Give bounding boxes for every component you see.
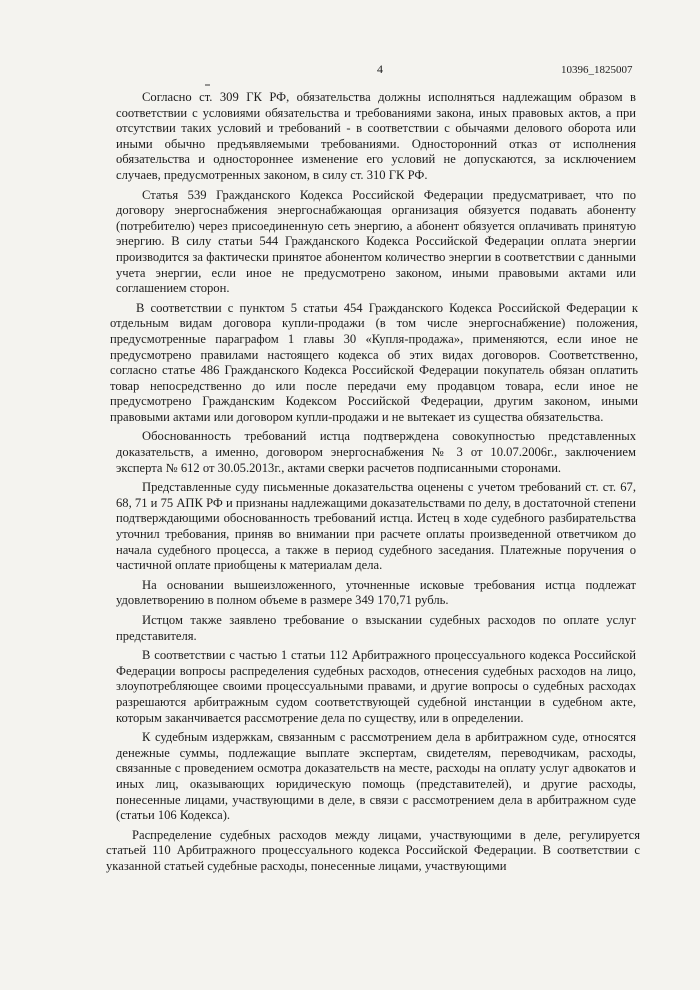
scan-mark [205,84,210,86]
paragraph-court-costs: К судебным издержкам, связанным с рассмотрением дела в арбитражном суде, относятся денежные суммы, подлежащие выплате экспертам, свидетелям, переводчикам, расходы, связанные с проведением осмотра доказательств на месте, расходы на оплату услуг адвокатов и иных лиц, оказывающих юридическую помощь (представителей), и другие расходы, понесенные лицами, участвующими в деле, в связи с рассмотрением дела в арбитражном суде (статьи 106 Кодекса). [116,730,636,823]
page-number: 4 [377,62,383,76]
paragraph-obligations: Согласно ст. 309 ГК РФ, обязательства должны исполняться надлежащим образом в соответствии с условиями обязательства и требованиями закона, иных правовых актов, а при отсутствии таких условий и требований - в соответствии с обычаями делового оборота или иными обычно предъявляемыми требованиями. Односторонний отказ от исполнения обязательства и одностороннее изменение его условий не допускаются, за исключением случаев, предусмотренных законом, в силу ст. 310 ГК РФ. [116,90,636,182]
paragraph-article-110: Распределение судебных расходов между лицами, участвующими в деле, регулируется статьей 110 Арбитражного процессуального кодекса Российской Федерации. В соответствии с указанной статьей судебные расходы, понесенные лицами, участвующими [106,827,640,873]
document-body [106,90,640,879]
paragraph-evidence: Обоснованность требований истца подтверждена совокупностью представленных доказательств, а именно, договором энергоснабжения № 3 от 10.07.2006г., заключением эксперта № 612 от 30.05.2013г., актами сверки расчетов подписанными сторонами. [116,429,636,475]
paragraph-assessment: Представленные суду письменные доказательства оценены с учетом требований ст. ст. 67, 68, 71 и 75 АПК РФ и признаны надлежащими доказательствами по делу, в достаточной степени подтверждающими обоснованность требований истца. Истец в ходе судебного разбирательства уточнил требования, приняв во внимании при расчете оплаты произведенной ответчиком до начала судебного процесса, а также в период судебного заседания. Платежные поручения о частичной оплате приобщены к материалам дела. [116,480,636,573]
paragraph-conclusion: На основании вышеизложенного, уточненные исковые требования истца подлежат удовлетворению в полном объеме в размере 349 170,71 рубль. [116,577,636,608]
paragraph-representative-costs: Истцом также заявлено требование о взыскании судебных расходов по оплате услуг представителя. [116,613,636,643]
paragraph-article-112: В соответствии с частью 1 статьи 112 Арбитражного процессуального кодекса Российской Федерации вопросы распределения судебных расходов, отнесения судебных расходов на лицо, злоупотребляющее своими процессуальными правами, и другие вопросы о судебных расходах разрешаются арбитражным судом соответствующей судебной инстанции в судебном акте, которым заканчивается рассмотрение дела по существу, или в определении. [116,648,636,725]
paragraph-article-454: В соответствии с пунктом 5 статьи 454 Гражданского Кодекса Российской Федерации к отдельным видам договора купли-продажи (в том числе энергоснабжение) положения, предусмотренные параграфом 1 главы 30 «Купля-продажа», применяются, если иное не предусмотрено правилами настоящего кодекса об этих видах договоров. Соответственно, согласно статье 486 Гражданского Кодекса Российской Федерации покупатель обязан оплатить товар непосредственно до или после передачи ему продавцом товара, если иное не предусмотрено Гражданским Кодексом Российской Федерации, другим законом, иными правовыми актами или договором купли-продажи и не вытекает из существа обязательства. [110,300,638,424]
paragraph-article-539: Статья 539 Гражданского Кодекса Российской Федерации предусматривает, что по договору энергоснабжения энергоснабжающая организация обязуется подавать абоненту (потребителю) через присоединенную сеть энергию, а абонент обязуется оплачивать принятую энергию. В силу статьи 544 Гражданского Кодекса Российской Федерации оплата энергии производится за фактически принятое абонентом количество энергии в соответствии с данными учета энергии, если иное не предусмотрено законом, иными правовыми актами или соглашением сторон. [116,187,636,296]
document-reference: 10396_1825007 [561,64,633,76]
page-header [0,58,700,78]
